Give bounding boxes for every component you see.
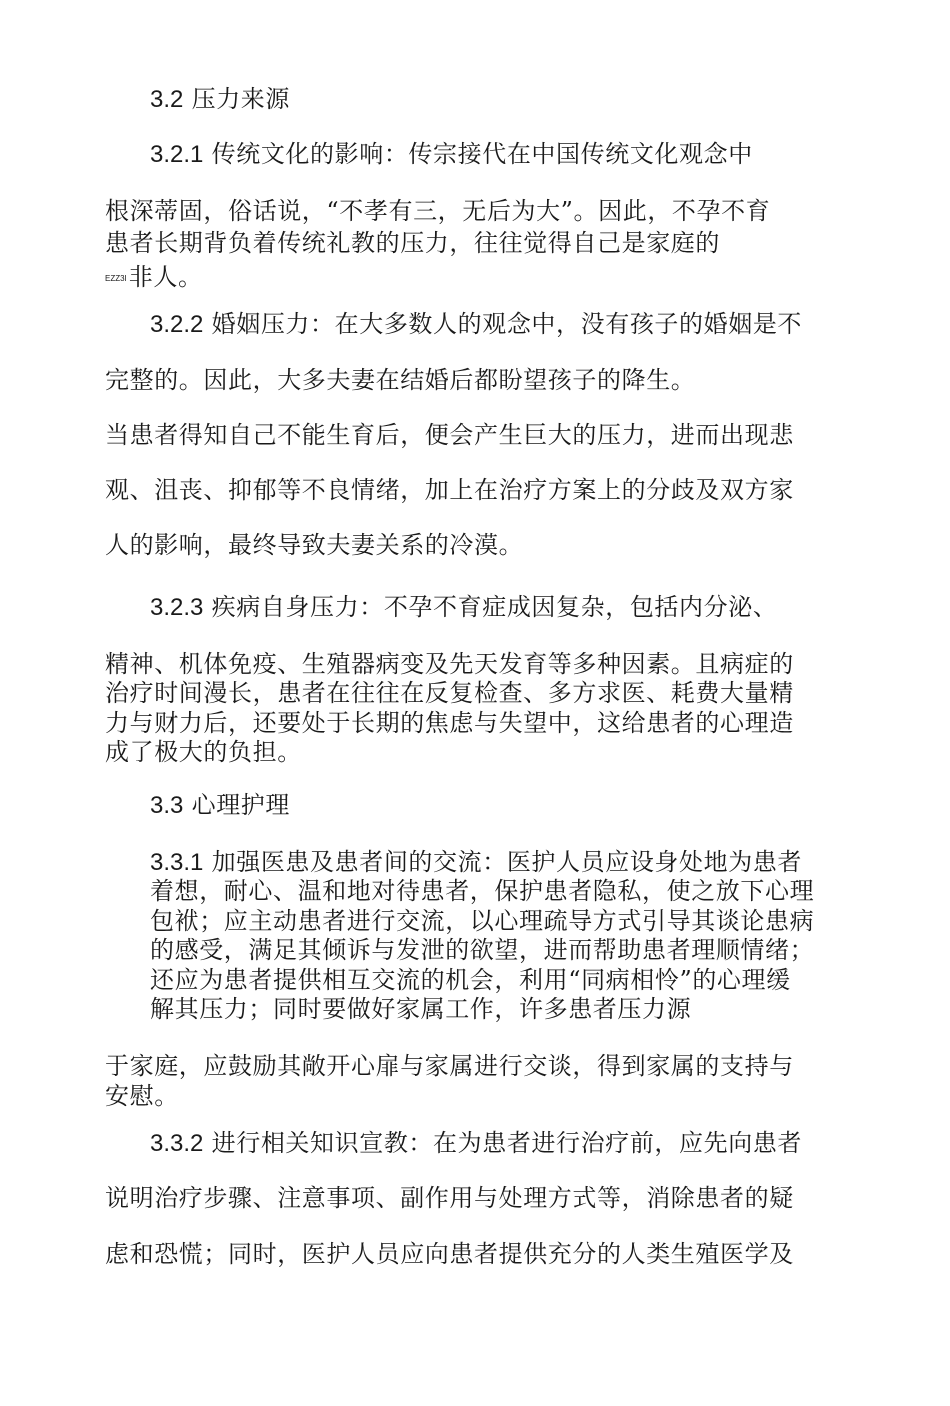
paragraph-3-2-3-line	[150, 594, 777, 621]
section-number: 3.2.3	[150, 594, 204, 621]
paragraph-line: 着想，耐心、温和地对待患者，保护患者隐私，使之放下心理	[150, 877, 815, 905]
section-heading-3-2	[150, 86, 290, 113]
paragraph-line: 完整的。因此，大多夫妻在结婚后都盼望孩子的降生。	[105, 366, 696, 394]
paragraph-line: 还应为患者提供相互交流的机会，利用“同病相怜”的心理缓	[150, 966, 791, 994]
paragraph-line: 当患者得知自己不能生育后，便会产生巨大的压力，进而出现悲	[105, 421, 794, 449]
paragraph-text: 加强医患及患者间的交流：医护人员应设身处地为患者	[211, 848, 803, 876]
paragraph-line: 安慰。	[105, 1082, 179, 1110]
paragraph-text: 进行相关知识宣教：在为患者进行治疗前，应先向患者	[211, 1129, 803, 1157]
paragraph-text: 传统文化的影响：传宗接代在中国传统文化观念中	[211, 140, 753, 168]
paragraph-line: 根深蒂固，俗话说，“不孝有三，无后为大”。因此，不孕不育	[105, 197, 771, 225]
paragraph-text: 婚姻压力：在大多数人的观念中，没有孩子的婚姻是不	[211, 310, 803, 338]
paragraph-text: 疾病自身压力：不孕不育症成因复杂，包括内分泌、	[211, 593, 778, 621]
paragraph-3-2-2-line	[150, 311, 802, 338]
paragraph-line: 的感受，满足其倾诉与发泄的欲望，进而帮助患者理顺情绪；	[150, 936, 815, 964]
paragraph-3-3-1-line	[150, 849, 802, 876]
paragraph-3-3-2-line	[150, 1130, 802, 1157]
section-number: 3.2	[150, 86, 184, 113]
paragraph-line: 患者长期背负着传统礼教的压力，往往觉得自己是家庭的	[105, 229, 720, 257]
garbled-mark: EZZ3I	[105, 273, 127, 283]
section-title: 心理护理	[191, 791, 291, 819]
paragraph-line: 解其压力；同时要做好家属工作，许多患者压力源	[150, 995, 692, 1023]
paragraph-line: 力与财力后，还要处于长期的焦虑与失望中，这给患者的心理造	[105, 709, 794, 737]
paragraph-3-2-1-line	[150, 141, 753, 168]
section-number: 3.2.1	[150, 141, 204, 168]
paragraph-line: 人的影响，最终导致夫妻关系的冷漠。	[105, 531, 524, 559]
paragraph-line: 成了极大的负担。	[105, 738, 302, 766]
paragraph-line	[105, 264, 203, 292]
section-heading-3-3	[150, 792, 290, 819]
paragraph-line: 观、沮丧、抑郁等不良情绪，加上在治疗方案上的分歧及双方家	[105, 476, 794, 504]
paragraph-line: 于家庭，应鼓励其敞开心扉与家属进行交谈，得到家属的支持与	[105, 1052, 794, 1080]
section-title: 压力来源	[191, 85, 291, 113]
paragraph-line: 说明治疗步骤、注意事项、副作用与处理方式等，消除患者的疑	[105, 1184, 794, 1212]
paragraph-line: 包袱；应主动患者进行交流，以心理疏导方式引导其谈论患病	[150, 907, 815, 935]
section-number: 3.3.2	[150, 1130, 204, 1157]
paragraph-line: 治疗时间漫长，患者在往往在反复检查、多方求医、耗费大量精	[105, 679, 794, 707]
paragraph-line: 精神、机体免疫、生殖器病变及先天发育等多种因素。且病症的	[105, 650, 794, 678]
paragraph-line: 虑和恐慌；同时，医护人员应向患者提供充分的人类生殖医学及	[105, 1240, 794, 1268]
section-number: 3.3.1	[150, 849, 204, 876]
paragraph-text: 非人。	[128, 263, 203, 291]
section-number: 3.3	[150, 792, 184, 819]
section-number: 3.2.2	[150, 311, 204, 338]
